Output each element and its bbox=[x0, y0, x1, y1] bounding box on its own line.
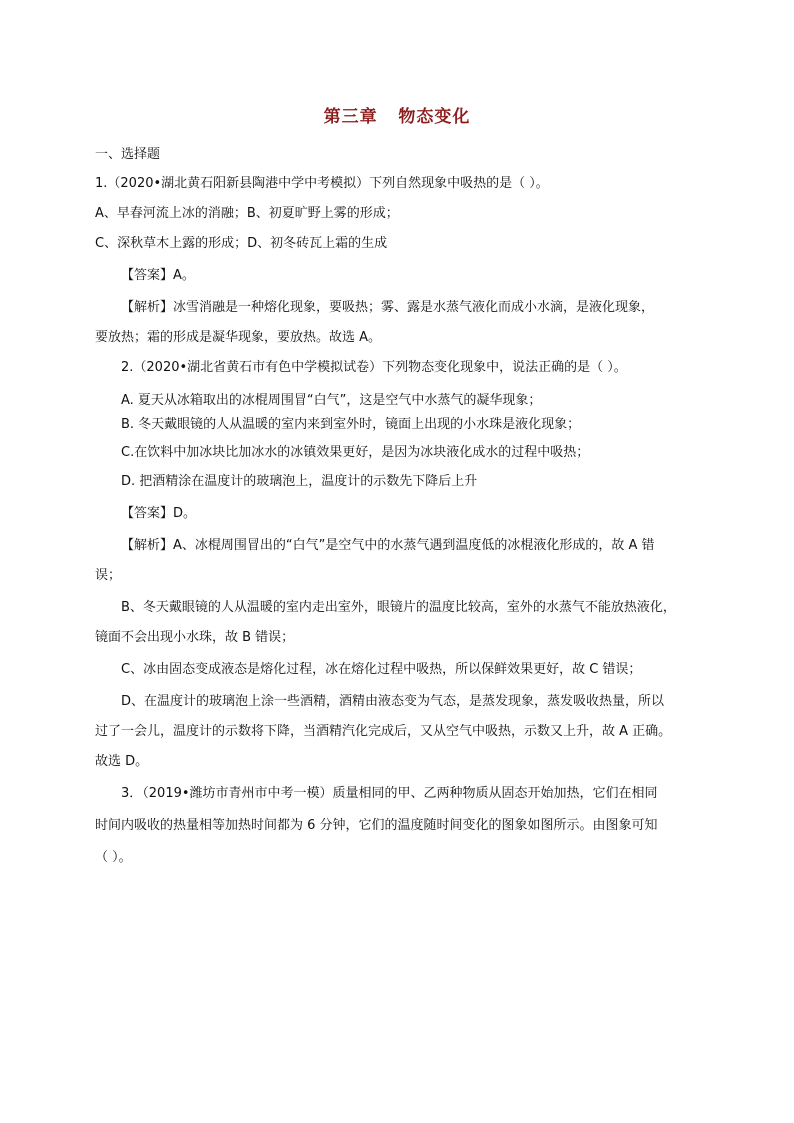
question-3-blank: （ ）。 bbox=[95, 850, 132, 865]
question-2-analysis-b: B、冬天戴眼镜的人从温暖的室内走出室外，眼镜片的温度比较高，室外的水蒸气不能放热液化， bbox=[121, 600, 676, 615]
chapter-title: 第三章 物态变化 bbox=[323, 107, 471, 127]
section-heading: 一、选择题 bbox=[95, 147, 161, 162]
question-2-conclusion: 故选 D。 bbox=[95, 754, 149, 769]
question-2-analysis-c: C、冰由固态变成液态是熔化过程，冰在熔化过程中吸热，所以保鲜效果更好，故 C 错误； bbox=[121, 662, 642, 677]
question-1-options-cd: C、深秋草木上露的形成；D、初冬砖瓦上霜的生成 bbox=[95, 236, 388, 251]
question-2-option-d: D. 把酒精涂在温度计的玻璃泡上，温度计的示数先下降后上升 bbox=[121, 474, 478, 489]
question-2-option-c: C.在饮料中加冰块比加冰水的冰镇效果更好，是因为冰块液化成水的过程中吸热； bbox=[121, 445, 590, 460]
question-2-analysis-d-cont: 过了一会儿，温度计的示数将下降，当酒精汽化完成后，又从空气中吸热，示数又上升，故 A 正确。 bbox=[95, 724, 672, 739]
question-2-answer: 【答案】D。 bbox=[121, 506, 197, 521]
question-1-options-ab: A、早春河流上冰的消融；B、初夏旷野上雾的形成； bbox=[95, 206, 399, 221]
question-1-answer: 【答案】A。 bbox=[121, 268, 195, 283]
question-2-option-a: A. 夏天从冰箱取出的冰棍周围冒“白气”，这是空气中水蒸气的凝华现象； bbox=[121, 393, 542, 408]
question-3-cont: 时间内吸收的热量相等加热时间都为 6 分钟，它们的温度随时间变化的图象如图所示。由图象可知 bbox=[95, 818, 658, 833]
question-1-analysis: 【解析】冰雪消融是一种熔化现象，要吸热；雾、露是水蒸气液化而成小水滴，是液化现象， bbox=[121, 300, 655, 315]
question-3: 3．（2019•潍坊市青州市中考一模）质量相同的甲、乙两种物质从固态开始加热，它们在相同 bbox=[121, 786, 658, 801]
question-2-analysis-a: 【解析】A、冰棍周围冒出的“白气”是空气中的水蒸气遇到温度低的冰棍液化形成的，故 A 错 bbox=[121, 538, 655, 553]
question-1-analysis-cont: 要放热；霜的形成是凝华现象，要放热。故选 A。 bbox=[95, 330, 382, 345]
question-1: 1.（2020•湖北黄石阳新县陶港中学中考模拟）下列自然现象中吸热的是（ ）。 bbox=[95, 176, 549, 191]
question-2-analysis-b-cont: 镜面不会出现小水珠，故 B 错误； bbox=[95, 630, 295, 645]
question-2-analysis-a-cont: 误； bbox=[95, 568, 122, 583]
question-2-option-b: B. 冬天戴眼镜的人从温暖的室内来到室外时，镜面上出现的小水珠是液化现象； bbox=[121, 417, 581, 432]
question-2: 2.（2020•湖北省黄石市有色中学模拟试卷）下列物态变化现象中，说法正确的是（ ）。 bbox=[121, 360, 627, 375]
question-2-analysis-d: D、在温度计的玻璃泡上涂一些酒精，酒精由液态变为气态，是蒸发现象，蒸发吸收热量，所以 bbox=[121, 694, 665, 709]
